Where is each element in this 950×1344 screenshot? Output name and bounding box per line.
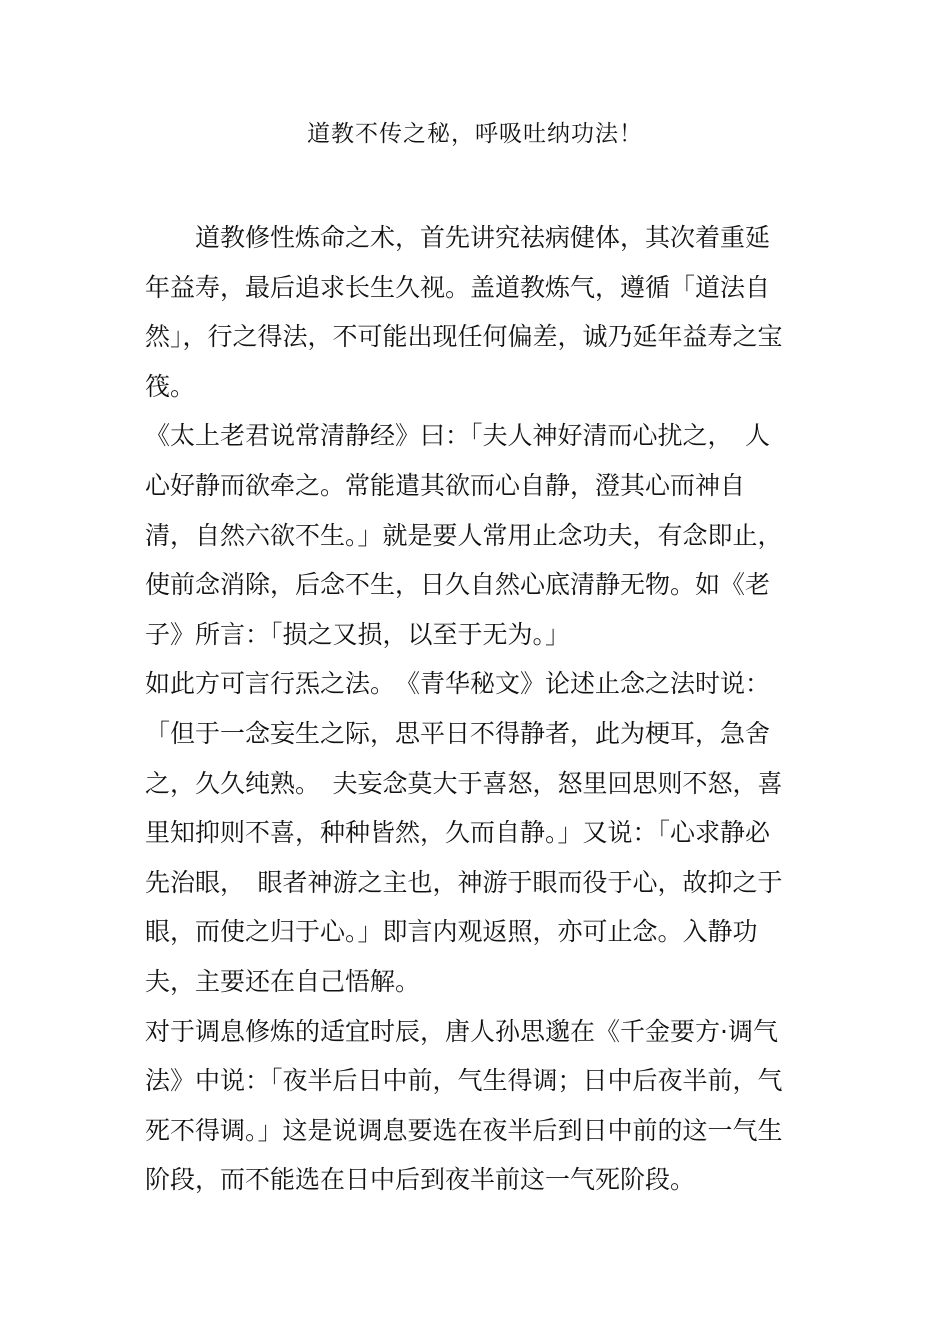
text-line: 死不得调。」这是说调息要选在夜半后到日中前的这一气生 (145, 1115, 783, 1145)
text-line: 夫，主要还在自己悟解。 (145, 966, 421, 996)
text-line: 之，久久纯熟。 夫妄念莫大于喜怒，怒里回思则不怒，喜 (145, 768, 783, 798)
text-line: 使前念消除，后念不生，日久自然心底清静无物。如《老 (145, 570, 771, 600)
text-line: 清，自然六欲不生。」就是要人常用止念功夫，有念即止， (145, 520, 783, 550)
document-body (145, 213, 805, 1205)
text-line: 子》所言：「损之又损，以至于无为。」 (145, 619, 571, 649)
text-line: 「但于一念妄生之际，思平日不得静者，此为梗耳，急舍 (145, 718, 771, 748)
text-line: 心好静而欲牵之。常能遣其欲而心自静，澄其心而神自 (145, 470, 746, 500)
text-line: 年益寿，最后追求长生久视。盖道教炼气，遵循「道法自 (145, 272, 771, 302)
text-line: 先治眼， 眼者神游之主也，神游于眼而役于心，故抑之于 (145, 867, 783, 897)
text-line: 法》中说：「夜半后日中前，气生得调；日中后夜半前，气 (145, 1066, 783, 1096)
text-line: 眼，而使之归于心。」即言内观返照，亦可止念。入静功 (145, 917, 758, 947)
text-line: 里知抑则不喜，种种皆然，久而自静。」又说：「心求静必 (145, 818, 771, 848)
text-line: 筏。 (145, 371, 196, 401)
text-line: 道教修性炼命之术，首先讲究祛病健体，其次着重延 (145, 223, 771, 252)
text-line: 如此方可言行炁之法。 《青华秘文》论述止念之法时说： (145, 669, 771, 699)
text-line: 然」，行之得法，不可能出现任何偏差，诚乃延年益寿之宝 (145, 322, 783, 352)
text-line: 《太上老君说常清静经》曰：「夫人神好清而心扰之， 人 (145, 421, 771, 451)
document-title: 道教不传之秘，呼吸吐纳功法！ (307, 121, 643, 147)
text-line: 阶段，而不能选在日中后到夜半前这一气死阶段。 (145, 1165, 696, 1195)
text-line: 对于调息修炼的适宜时辰，唐人孙思邈在《千金要方·调气 (145, 1016, 778, 1046)
